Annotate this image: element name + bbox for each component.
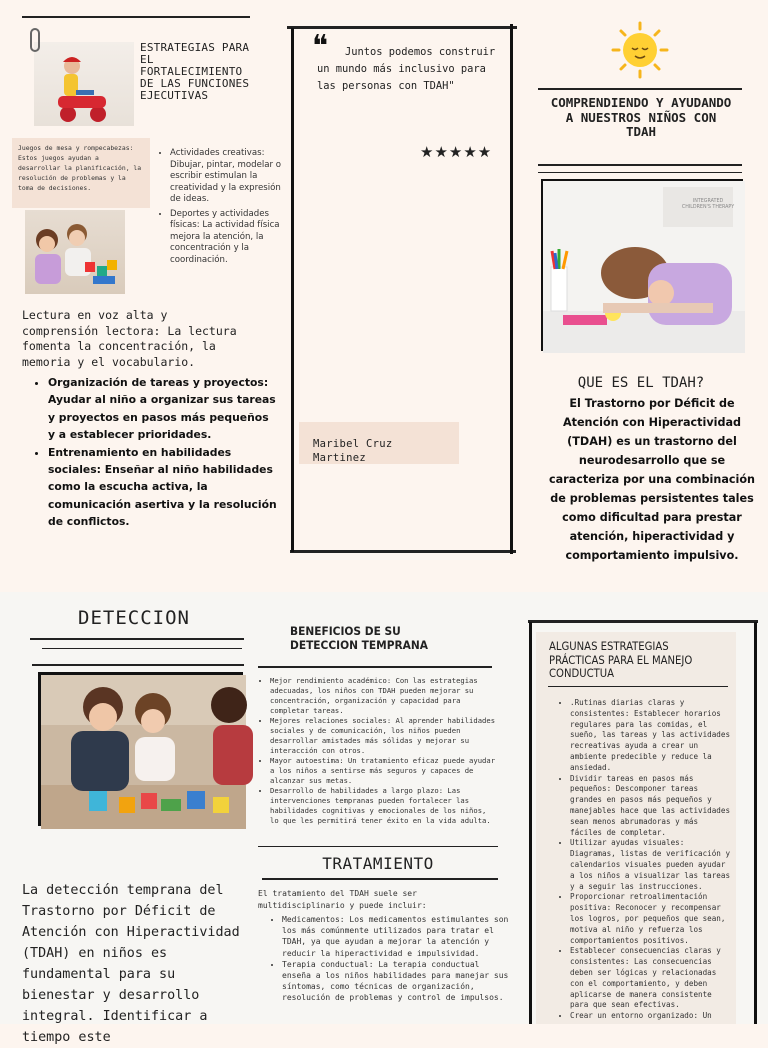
list-item: • Mejores relaciones sociales: Al aprender habilidades sociales y de comunicación, los niños pueden desarrollar amistades más sólidas y mejorar su interacción con otros. <box>270 716 496 756</box>
strategies-title-rule <box>548 686 728 687</box>
list-item: • Mayor autoestima: Un tratamiento eficaz puede ayudar a los niños a sentirse más seguros y capaces de alcanzar sus metas. <box>270 756 496 786</box>
understanding-title: COMPRENDIENDO Y AYUDANDO A NUESTROS NIÑOS CON TDAH <box>550 95 732 139</box>
star-icons: ★★★★★ <box>420 143 493 161</box>
treatment-intro: El tratamiento del TDAH suele ser multidisciplinario y puede incluir: <box>258 889 427 910</box>
tired-child-photo <box>541 179 743 351</box>
strategies-list <box>560 698 734 1022</box>
paperclip-icon <box>30 28 40 52</box>
list-item: • Proporcionar retroalimentación positiva: Reconocer y recompensar los logros, por pequeños que sean, motiva al niño y refuerza los comportamientos positivos. <box>570 892 734 946</box>
list-item: • Entrenamiento en habilidades sociales: Enseñar al niño habilidades como la escucha activa, la comunicación asertiva y la resolución de conflictos. <box>48 444 278 531</box>
list-item: • Utilizar ayudas visuales: Diagramas, listas de verificación y calendarios visuales pueden ayudar a los niños a visualizar las tareas y a seguir las instrucciones. <box>570 838 734 892</box>
practical-strategies-title: ALGUNAS ESTRATEGIAS PRÁCTICAS PARA EL MANEJO CONDUCTUA <box>549 640 693 680</box>
inclusion-quote: Juntos podemos construir un mundo más inclusivo para las personas con TDAH" <box>317 46 496 92</box>
list-item: • Dividir tareas en pasos más pequeños: Descomponer tareas grandes en pasos más pequeños y manejables hace que las actividades sean menos abrumadoras y más fáciles de completar. <box>570 774 734 839</box>
strategies-frame-right <box>754 622 757 1024</box>
benefits-rule <box>258 666 492 668</box>
detection-rule-1 <box>30 638 244 640</box>
list-item: • Terapia conductual: La terapia conductual enseña a los niños habilidades para manejar sus síntomas, como técnicas de organización, resolución de problemas y control de impulsos. <box>282 959 510 1004</box>
list-item: • Deportes y actividades físicas: La actividad física mejora la atención, la concentración y la coordinación. <box>170 209 282 267</box>
quote-frame-left <box>291 28 294 552</box>
executive-functions-title: ESTRATEGIAS PARA EL FORTALECIMIENTO DE LAS FUNCIONES EJECUTIVAS <box>140 41 250 102</box>
list-item: • .Rutinas diarias claras y consistentes: Establecer horarios regulares para las comidas, el sueño, las tareas y las actividades recreativas ayuda a crear un ambiente predecible y reduce la ansiedad. <box>570 698 734 774</box>
adhd-definition: El Trastorno por Déficit de Atención con Hiperactividad (TDAH) es un trastorno del neurodesarrollo que se caracteriza por una combinación de problemas persistentes tales como dificultad para prestar atención, hiperactividad y comportamiento impulsivo. <box>548 397 756 562</box>
treatment-list <box>270 914 510 1004</box>
list-item: • Establecer consecuencias claras y consistentes: Las consecuencias deben ser lógicas y relacionadas con el comportamiento, y deben aplicarse de manera consistente para que sean efectivas. <box>570 946 734 1011</box>
list-item: • Medicamentos: Los medicamentos estimulantes son los más comúnmente utilizados para tratar el TDAH, ya que ayudan a mejorar la atención y reducir la hiperactividad e impulsividad. <box>282 914 510 959</box>
benefits-title: BENEFICIOS DE SU DETECCION TEMPRANA <box>290 624 428 652</box>
list-item: • Actividades creativas: Dibujar, pintar, modelar o escribir estimulan la creatividad y la expresión de ideas. <box>170 148 282 206</box>
right-title-rule-bottom <box>538 164 742 166</box>
kid-scooter-photo <box>34 42 134 126</box>
detection-rule-3 <box>32 664 244 666</box>
five-star-rating <box>420 142 492 161</box>
quote-frame-right <box>510 24 513 554</box>
reading-paragraph: Lectura en voz alta y comprensión lectora: La lectura fomenta la concentración, la memoria y el vocabulario. <box>22 308 237 369</box>
list-item: • Desarrollo de habilidades a largo plazo: Las intervenciones tempranas pueden fortalecer las habilidades cognitivas y emocionales de los niños, lo que les permitirá tener éxito en la vida adulta. <box>270 786 496 826</box>
author-box <box>299 422 459 464</box>
top-left-rule <box>22 16 250 18</box>
family-playing-blocks-photo <box>38 672 243 826</box>
list-item: • Mejor rendimiento académico: Con las estrategias adecuadas, los niños con TDAH pueden mejorar su concentración, organización y capacidad para completar tareas. <box>270 676 496 716</box>
benefits-list <box>258 676 496 826</box>
strategies-frame-top <box>528 620 758 623</box>
board-games-note-text: Juegos de mesa y rompecabezas: Estos juegos ayudan a desarrollar la planificación, la resolución de problemas y la toma de decisiones. <box>18 144 142 192</box>
treatment-rule-top <box>258 846 498 847</box>
right-title-rule-top <box>538 88 742 90</box>
sun-icon <box>610 20 670 80</box>
quote-mark-icon: ❝ <box>312 29 329 64</box>
child-mother-playing-photo <box>25 210 125 294</box>
list-item: • Crear un entorno organizado: Un <box>570 1011 734 1022</box>
quote-frame-bottom <box>290 550 516 553</box>
detection-rule-2 <box>42 648 242 649</box>
what-is-adhd-heading: QUE ES EL TDAH? <box>577 375 705 391</box>
board-games-note <box>12 138 150 208</box>
treatment-title: TRATAMIENTO <box>322 854 434 873</box>
bottom-sheet <box>0 592 768 1045</box>
photo-watermark: INTEGRATED CHILDREN'S THERAPY <box>681 199 735 210</box>
strategies-frame-left <box>529 622 532 1024</box>
treatment-rule-bottom <box>262 878 498 880</box>
list-item: • Organización de tareas y proyectos: Ayudar al niño a organizar sus tareas y proyectos en pasos más pequeños y a establecer prioridades. <box>48 374 278 444</box>
activities-list <box>158 148 282 268</box>
detection-title: DETECCION <box>78 607 190 629</box>
right-title-rule-bottom-2 <box>538 172 742 173</box>
detection-paragraph: La detección temprana del Trastorno por Déficit de Atención con Hiperactividad (TDAH) en niños es fundamental para su bienestar y desarrollo integral. Identificar a tiempo este <box>22 883 240 1045</box>
organization-list <box>34 374 278 531</box>
author-name: Maribel Cruz Martinez <box>313 438 393 464</box>
